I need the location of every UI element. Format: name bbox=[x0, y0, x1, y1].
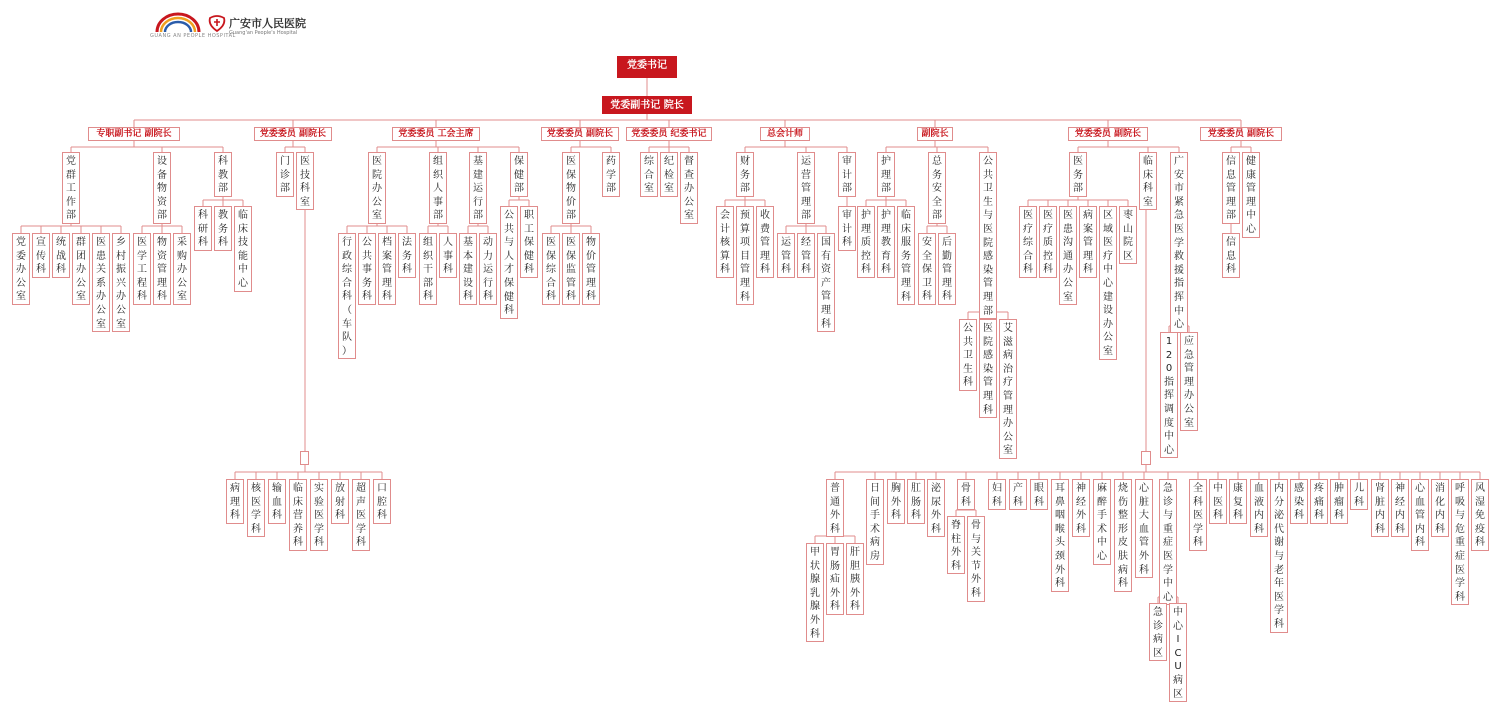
yiji-child-4: 临 床 营 养 科 bbox=[289, 479, 307, 551]
dept-yihuan: 医 患 关 系 办 公 室 bbox=[92, 233, 110, 332]
dept-quyuyiliao: 区 域 医 疗 中 心 建 设 办 公 室 bbox=[1099, 206, 1117, 360]
party-secretary-box: 党委书记 bbox=[617, 56, 677, 78]
dept-yunguan: 运 管 科 bbox=[777, 233, 795, 278]
dept-zhigongbaojian: 职 工 保 健 科 bbox=[520, 206, 538, 278]
leader-header-9: 党委委员 副院长 bbox=[1200, 127, 1282, 141]
dept-yingji: 应 急 管 理 办 公 室 bbox=[1180, 332, 1198, 431]
dept-ganran: 医 院 感 染 管 理 科 bbox=[979, 319, 997, 418]
clinic-weichang: 胃 肠 疝 外 科 bbox=[826, 543, 844, 615]
deputy-secretary-president-box: 党委副书记 院长 bbox=[602, 96, 692, 114]
yiji-child-8: 口 腔 科 bbox=[373, 479, 391, 524]
dept-jijianshi: 纪 检 室 bbox=[660, 152, 678, 197]
dept-quntuan: 群 团 办 公 室 bbox=[72, 233, 90, 305]
dept-linchuang: 临 床 科 室 bbox=[1139, 152, 1157, 210]
dept-xuanchuan: 宣 传 科 bbox=[32, 233, 50, 278]
yiji-child-7: 超 声 医 学 科 bbox=[352, 479, 370, 551]
dept-yibao: 医 保 物 价 部 bbox=[562, 152, 580, 224]
dept-dangqun: 党 群 工 作 部 bbox=[62, 152, 80, 224]
clinic-icu: 中 心 I C U 病 区 bbox=[1169, 603, 1187, 702]
clinic-xy: 血 液 内 科 bbox=[1250, 479, 1268, 537]
dept-ducha: 督 查 办 公 室 bbox=[680, 152, 698, 224]
dept-jijiu: 广 安 市 紧 急 医 学 救 援 指 挥 中 心 bbox=[1170, 152, 1188, 333]
clinic-sz: 肾 脏 内 科 bbox=[1371, 479, 1389, 537]
dept-keyan: 科 研 科 bbox=[194, 206, 212, 251]
dept-zonghe: 综 合 室 bbox=[640, 152, 658, 197]
dept-caiwu: 财 务 部 bbox=[736, 152, 754, 197]
dept-yiliaozhikong: 医 疗 质 控 科 bbox=[1039, 206, 1057, 278]
leader-header-2: 党委委员 副院长 bbox=[254, 127, 332, 141]
dept-shebei: 设 备 物 资 部 bbox=[153, 152, 171, 224]
clinic-ebh: 耳 鼻 咽 喉 头 颈 外 科 bbox=[1051, 479, 1069, 592]
clinic-xh: 消 化 内 科 bbox=[1431, 479, 1449, 537]
clinic-ek: 儿 科 bbox=[1350, 479, 1368, 510]
yiji-child-5: 实 验 医 学 科 bbox=[310, 479, 328, 551]
clinic-nfm: 内 分 泌 代 谢 与 老 年 医 学 科 bbox=[1270, 479, 1288, 633]
clinic-xiongwai: 胸 外 科 bbox=[887, 479, 905, 524]
clinic-mz: 麻 醉 手 术 中 心 bbox=[1093, 479, 1111, 565]
clinic-fk: 妇 科 bbox=[988, 479, 1006, 510]
dept-bingan: 病 案 管 理 科 bbox=[1079, 206, 1097, 278]
dept-yaoxue: 药 学 部 bbox=[602, 152, 620, 197]
clinic-jizhenbingqu: 急 诊 病 区 bbox=[1149, 603, 1167, 661]
dept-yiwu: 医 务 部 bbox=[1069, 152, 1087, 197]
dept-houqin: 后 勤 管 理 科 bbox=[938, 233, 956, 305]
dept-guoyouzichan: 国 有 资 产 管 理 科 bbox=[817, 233, 835, 332]
clinic-guke: 骨 科 bbox=[957, 479, 975, 510]
dept-yihuangoutong: 医 患 沟 通 办 公 室 bbox=[1059, 206, 1077, 305]
dept-caigou: 采 购 办 公 室 bbox=[173, 233, 191, 305]
dept-linchuangfuwu: 临 床 服 务 管 理 科 bbox=[897, 206, 915, 305]
clinic-rijian: 日 间 手 术 病 房 bbox=[866, 479, 884, 565]
clinic-sjwk: 神 经 外 科 bbox=[1072, 479, 1090, 537]
yiji-junction bbox=[300, 451, 309, 465]
clinic-miniao: 泌 尿 外 科 bbox=[927, 479, 945, 537]
dept-hulijiaoyu: 护 理 教 育 科 bbox=[877, 206, 895, 278]
dept-yuanban: 医 院 办 公 室 bbox=[368, 152, 386, 224]
dept-jiankang: 健 康 管 理 中 心 bbox=[1242, 152, 1260, 238]
dept-huli: 护 理 部 bbox=[877, 152, 895, 197]
leader-header-5: 党委委员 纪委书记 bbox=[626, 127, 712, 141]
dept-shenjike: 审 计 科 bbox=[838, 206, 856, 251]
dept-xinxi: 信 息 管 理 部 bbox=[1222, 152, 1240, 224]
dept-gongwei: 公 共 卫 生 与 医 院 感 染 管 理 部 bbox=[979, 152, 997, 319]
dept-tongzhan: 统 战 科 bbox=[52, 233, 70, 278]
clinic-sszx: 烧 伤 整 形 皮 肤 病 科 bbox=[1114, 479, 1132, 592]
clinic-gr: 感 染 科 bbox=[1290, 479, 1308, 524]
leader-header-8: 党委委员 副院长 bbox=[1068, 127, 1148, 141]
dept-kuaiji: 会 计 核 算 科 bbox=[716, 206, 734, 278]
leader-header-3: 党委委员 工会主席 bbox=[392, 127, 480, 141]
yiji-child-2: 核 医 学 科 bbox=[247, 479, 265, 537]
dept-jiaowu: 教 务 科 bbox=[214, 206, 232, 251]
clinic-kf: 康 复 科 bbox=[1229, 479, 1247, 524]
dept-xiangcun: 乡 村 振 兴 办 公 室 bbox=[112, 233, 130, 332]
dept-wujia: 物 价 管 理 科 bbox=[582, 233, 600, 305]
dept-zuzhi: 组 织 人 事 部 bbox=[429, 152, 447, 224]
dept-gonggong: 公 共 事 务 科 bbox=[358, 233, 376, 305]
dept-yunying: 运 营 管 理 部 bbox=[797, 152, 815, 224]
dept-xinxike: 信 息 科 bbox=[1222, 233, 1240, 278]
hospital-name-en: Guang'an People's Hospital bbox=[229, 30, 298, 36]
leader-header-1: 专职副书记 副院长 bbox=[88, 127, 180, 141]
dept-hulizhikong: 护 理 质 控 科 bbox=[857, 206, 875, 278]
clinic-qk: 全 科 医 学 科 bbox=[1189, 479, 1207, 551]
dept-xingzheng: 行 政 综 合 科 （ 车 队 ） bbox=[338, 233, 356, 359]
dept-gongongrencai: 公 共 与 人 才 保 健 科 bbox=[500, 206, 518, 319]
dept-anquanbaowei: 安 全 保 卫 科 bbox=[918, 233, 936, 305]
leader-header-7: 副院长 bbox=[917, 127, 953, 141]
clinic-jizhenzhongzheng: 急 诊 与 重 症 医 学 中 心 bbox=[1159, 479, 1177, 605]
dept-zongwu: 总 务 安 全 部 bbox=[928, 152, 946, 224]
dept-yixuegongcheng: 医 学 工 程 科 bbox=[133, 233, 151, 305]
clinic-yk: 眼 科 bbox=[1030, 479, 1048, 510]
clinic-ck: 产 科 bbox=[1009, 479, 1027, 510]
dept-menzhen: 门 诊 部 bbox=[276, 152, 294, 197]
dept-jijian: 基 建 运 行 部 bbox=[469, 152, 487, 224]
clinic-xz: 心 脏 大 血 管 外 科 bbox=[1135, 479, 1153, 578]
dept-zuzhiganbu: 组 织 干 部 科 bbox=[419, 233, 437, 305]
dept-yusuan: 预 算 项 目 管 理 科 bbox=[736, 206, 754, 305]
logo-subtitle: GUANG AN PEOPLE HOSPITAL bbox=[150, 33, 236, 39]
clinic-junction bbox=[1141, 451, 1151, 465]
dept-jibenjianshe: 基 本 建 设 科 bbox=[459, 233, 477, 305]
leader-header-6: 总会计师 bbox=[760, 127, 810, 141]
clinic-sjnk: 神 经 内 科 bbox=[1391, 479, 1409, 537]
leader-header-4: 党委委员 副院长 bbox=[541, 127, 619, 141]
dept-yibaozonghe: 医 保 综 合 科 bbox=[542, 233, 560, 305]
yiji-child-1: 病 理 科 bbox=[226, 479, 244, 524]
clinic-gangchang: 肛 肠 科 bbox=[907, 479, 925, 524]
clinic-zl: 肿 瘤 科 bbox=[1330, 479, 1348, 524]
dept-renshi: 人 事 科 bbox=[439, 233, 457, 278]
dept-120: 1 2 0 指 挥 调 度 中 心 bbox=[1160, 332, 1178, 458]
dept-aizibing: 艾 滋 病 治 疗 管 理 办 公 室 bbox=[999, 319, 1017, 459]
hospital-name: 广安市人民医院 bbox=[229, 17, 306, 30]
dept-zaoshan: 枣 山 院 区 bbox=[1119, 206, 1137, 264]
dept-yibaojianguan: 医 保 监 管 科 bbox=[562, 233, 580, 305]
dept-yiji: 医 技 科 室 bbox=[296, 152, 314, 210]
clinic-xxg: 心 血 管 内 科 bbox=[1411, 479, 1429, 551]
clinic-zy: 中 医 科 bbox=[1209, 479, 1227, 524]
clinic-hx: 呼 吸 与 危 重 症 医 学 科 bbox=[1451, 479, 1469, 605]
clinic-fs: 风 湿 免 疫 科 bbox=[1471, 479, 1489, 551]
clinic-guyuguanjie: 骨 与 关 节 外 科 bbox=[967, 516, 985, 602]
dept-baojian: 保 健 部 bbox=[510, 152, 528, 197]
clinic-putong: 普 通 外 科 bbox=[826, 479, 844, 537]
dept-wuzi: 物 资 管 理 科 bbox=[153, 233, 171, 305]
clinic-jizhu: 脊 柱 外 科 bbox=[947, 516, 965, 574]
dept-dangwei: 党 委 办 公 室 bbox=[12, 233, 30, 305]
dept-fawu: 法 务 科 bbox=[398, 233, 416, 278]
dept-shenji: 审 计 部 bbox=[838, 152, 856, 197]
yiji-child-6: 放 射 科 bbox=[331, 479, 349, 524]
yiji-child-3: 输 血 科 bbox=[268, 479, 286, 524]
dept-gonggongweisheng: 公 共 卫 生 科 bbox=[959, 319, 977, 391]
dept-linchuangjineng: 临 床 技 能 中 心 bbox=[234, 206, 252, 292]
dept-yiliaozonghe: 医 疗 综 合 科 bbox=[1019, 206, 1037, 278]
dept-shoufei: 收 费 管 理 科 bbox=[756, 206, 774, 278]
clinic-tt: 疼 痛 科 bbox=[1310, 479, 1328, 524]
dept-jingguan: 经 管 科 bbox=[797, 233, 815, 278]
dept-kejiao: 科 教 部 bbox=[214, 152, 232, 197]
dept-dangan: 档 案 管 理 科 bbox=[378, 233, 396, 305]
clinic-jiazhuangxian: 甲 状 腺 乳 腺 外 科 bbox=[806, 543, 824, 642]
dept-dongli: 动 力 运 行 科 bbox=[479, 233, 497, 305]
clinic-gandan: 肝 胆 胰 外 科 bbox=[846, 543, 864, 615]
